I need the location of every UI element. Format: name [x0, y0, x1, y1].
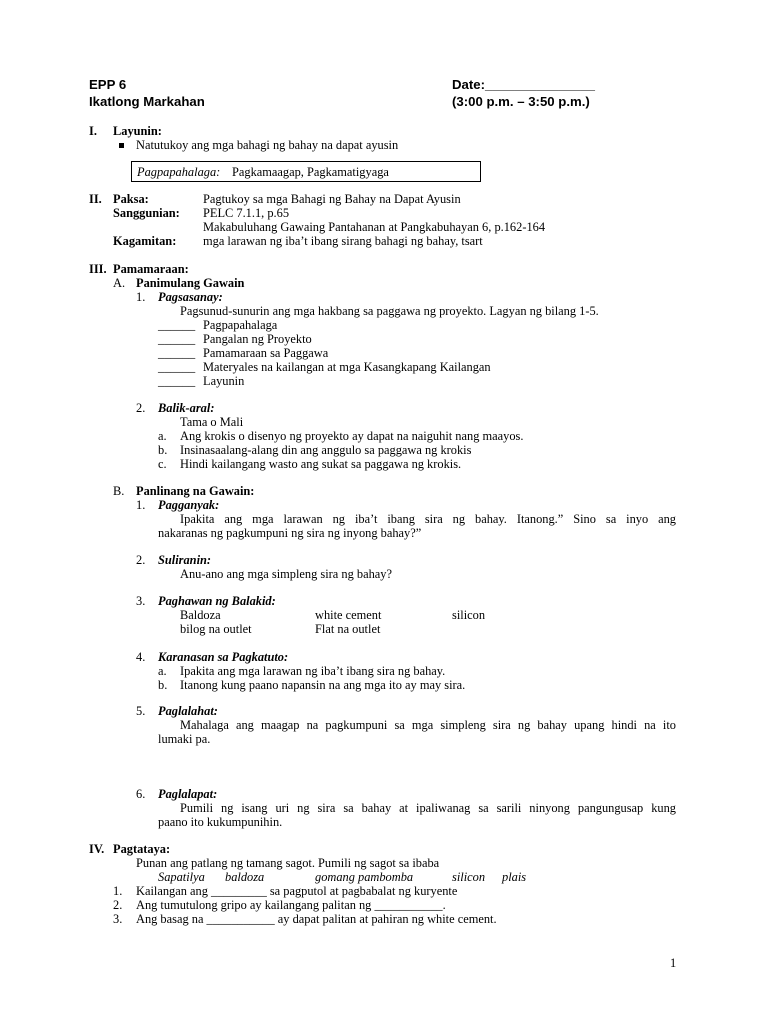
subsection-letter: B.	[113, 484, 125, 498]
bullet-icon	[119, 143, 124, 148]
paragraph-line: Pumili ng isang uri ng sira sa bahay at ipaliwanag sa sarili ninyong pangungusap kung	[180, 801, 676, 815]
paragraph-line: lumaki pa.	[158, 732, 211, 746]
blank-line: ______	[158, 318, 196, 332]
section-number: II.	[89, 192, 102, 206]
subsection-heading: Panimulang Gawain	[136, 276, 245, 290]
section-number: I.	[89, 124, 97, 138]
section-number: IV.	[89, 842, 105, 856]
item-number: 3.	[136, 594, 146, 608]
paksa-value: Pagtukoy sa mga Bahagi ng Bahay na Dapat Ayusin	[203, 192, 461, 206]
step-item: Layunin	[203, 374, 245, 388]
step-item: Materyales na kailangan at mga Kasangkapang Kailangan	[203, 360, 491, 374]
blank-line: ______	[158, 346, 196, 360]
item-letter: b.	[158, 443, 168, 457]
list-item: Ang krokis o disenyo ng proyekto ay dapat na naiguhit nang maayos.	[180, 429, 524, 443]
activity-title: Paghawan ng Balakid:	[158, 594, 276, 608]
item-number: 1.	[136, 498, 146, 512]
step-item: Pangalan ng Proyekto	[203, 332, 312, 346]
sanggunian-value-1: PELC 7.1.1, p.65	[203, 206, 290, 220]
item-number: 1.	[136, 290, 146, 304]
item-letter: a.	[158, 664, 167, 678]
activity-title: Karanasan sa Pagkatuto:	[158, 650, 289, 664]
vocab-word: white cement	[315, 608, 382, 622]
question-text: Kailangan ang _________ sa pagputol at pagbabalat ng kuryente	[136, 884, 458, 898]
evaluation-instruction: Punan ang patlang ng tamang sagot. Pumili ng sagot sa ibaba	[136, 856, 440, 870]
item-letter: b.	[158, 678, 168, 692]
blank-line: ______	[158, 332, 196, 346]
item-letter: c.	[158, 457, 167, 471]
vocab-word: Flat na outlet	[315, 622, 381, 636]
activity-subtitle: Tama o Mali	[180, 415, 244, 429]
step-item: Pamamaraan sa Paggawa	[203, 346, 329, 360]
objective-item: Natutukoy ang mga bahagi ng bahay na dapat ayusin	[136, 138, 399, 152]
paragraph-line: paano ito kukumpunihin.	[158, 815, 283, 829]
time-label: (3:00 p.m. – 3:50 p.m.)	[452, 94, 590, 109]
section-heading-pagtataya: Pagtataya:	[113, 842, 171, 856]
list-item: Itanong kung paano napansin na ang mga ito ay may sira.	[180, 678, 466, 692]
paksa-label: Paksa:	[113, 192, 149, 206]
question-text: Ang tumutulong gripo ay kailangang palitan ng ___________.	[136, 898, 446, 912]
quarter-label: Ikatlong Markahan	[89, 94, 205, 109]
step-item: Pagpapahalaga	[203, 318, 278, 332]
section-heading-pamamaraan: Pamamaraan:	[113, 262, 189, 276]
kagamitan-label: Kagamitan:	[113, 234, 177, 248]
sanggunian-label: Sanggunian:	[113, 206, 180, 220]
list-item: Hindi kailangang wasto ang sukat sa paggawa ng krokis.	[180, 457, 462, 471]
vocab-word: silicon	[452, 608, 486, 622]
subject-label: EPP 6	[89, 77, 127, 92]
answer-choice: baldoza	[225, 870, 265, 884]
page-number: 1	[670, 956, 677, 970]
question-number: 3.	[113, 912, 123, 926]
paragraph-line: Ipakita ang mga larawan ng iba’t ibang sira ng bahay. Itanong.” Sino sa inyo ang	[180, 512, 676, 526]
vocab-word: bilog na outlet	[180, 622, 252, 636]
subsection-heading: Panlinang na Gawain:	[136, 484, 255, 498]
item-number: 2.	[136, 553, 146, 567]
activity-instruction: Pagsunud-sunurin ang mga hakbang sa paggawa ng proyekto. Lagyan ng bilang 1-5.	[180, 304, 599, 318]
blank-line: ______	[158, 374, 196, 388]
answer-choice: plais	[502, 870, 527, 884]
activity-title: Pagganyak:	[158, 498, 220, 512]
activity-title: Pagsasanay:	[158, 290, 223, 304]
item-number: 2.	[136, 401, 146, 415]
sanggunian-value-2: Makabuluhang Gawaing Pantahanan at Pangkabuhayan 6, p.162-164	[203, 220, 546, 234]
section-number: III.	[89, 262, 107, 276]
activity-title: Paglalahat:	[158, 704, 218, 718]
section-heading-layunin: Layunin:	[113, 124, 162, 138]
answer-choice: gomang pambomba	[315, 870, 414, 884]
paragraph-line: Mahalaga ang maagap na pagkumpuni sa mga simpleng sira ng bahay upang hindi na ito	[180, 718, 676, 732]
item-number: 6.	[136, 787, 146, 801]
list-item: Insinasaalang-alang din ang anggulo sa paggawa ng krokis	[180, 443, 472, 457]
item-letter: a.	[158, 429, 167, 443]
paragraph-line: nakaranas ng pagkumpuni ng sira ng inyong bahay?”	[158, 526, 422, 540]
values-label: Pagpapahalaga:	[137, 165, 221, 179]
question-number: 1.	[113, 884, 123, 898]
activity-title: Balik-aral:	[158, 401, 215, 415]
list-item: Ipakita ang mga larawan ng iba’t ibang sira ng bahay.	[180, 664, 446, 678]
answer-choice: silicon	[452, 870, 486, 884]
date-field: Date:_______________	[452, 77, 595, 92]
activity-title: Suliranin:	[158, 553, 212, 567]
vocab-word: Baldoza	[180, 608, 221, 622]
question-text: Ang basag na ___________ ay dapat palitan at pahiran ng white cement.	[136, 912, 497, 926]
activity-title: Paglalapat:	[158, 787, 218, 801]
kagamitan-value: mga larawan ng iba’t ibang sirang bahagi ng bahay, tsart	[203, 234, 483, 248]
subsection-letter: A.	[113, 276, 126, 290]
blank-line: ______	[158, 360, 196, 374]
values-text: Pagkamaagap, Pagkamatigyaga	[232, 165, 389, 179]
answer-choice: Sapatilya	[158, 870, 205, 884]
item-number: 5.	[136, 704, 146, 718]
question-number: 2.	[113, 898, 123, 912]
activity-text: Anu-ano ang mga simpleng sira ng bahay?	[180, 567, 392, 581]
item-number: 4.	[136, 650, 146, 664]
